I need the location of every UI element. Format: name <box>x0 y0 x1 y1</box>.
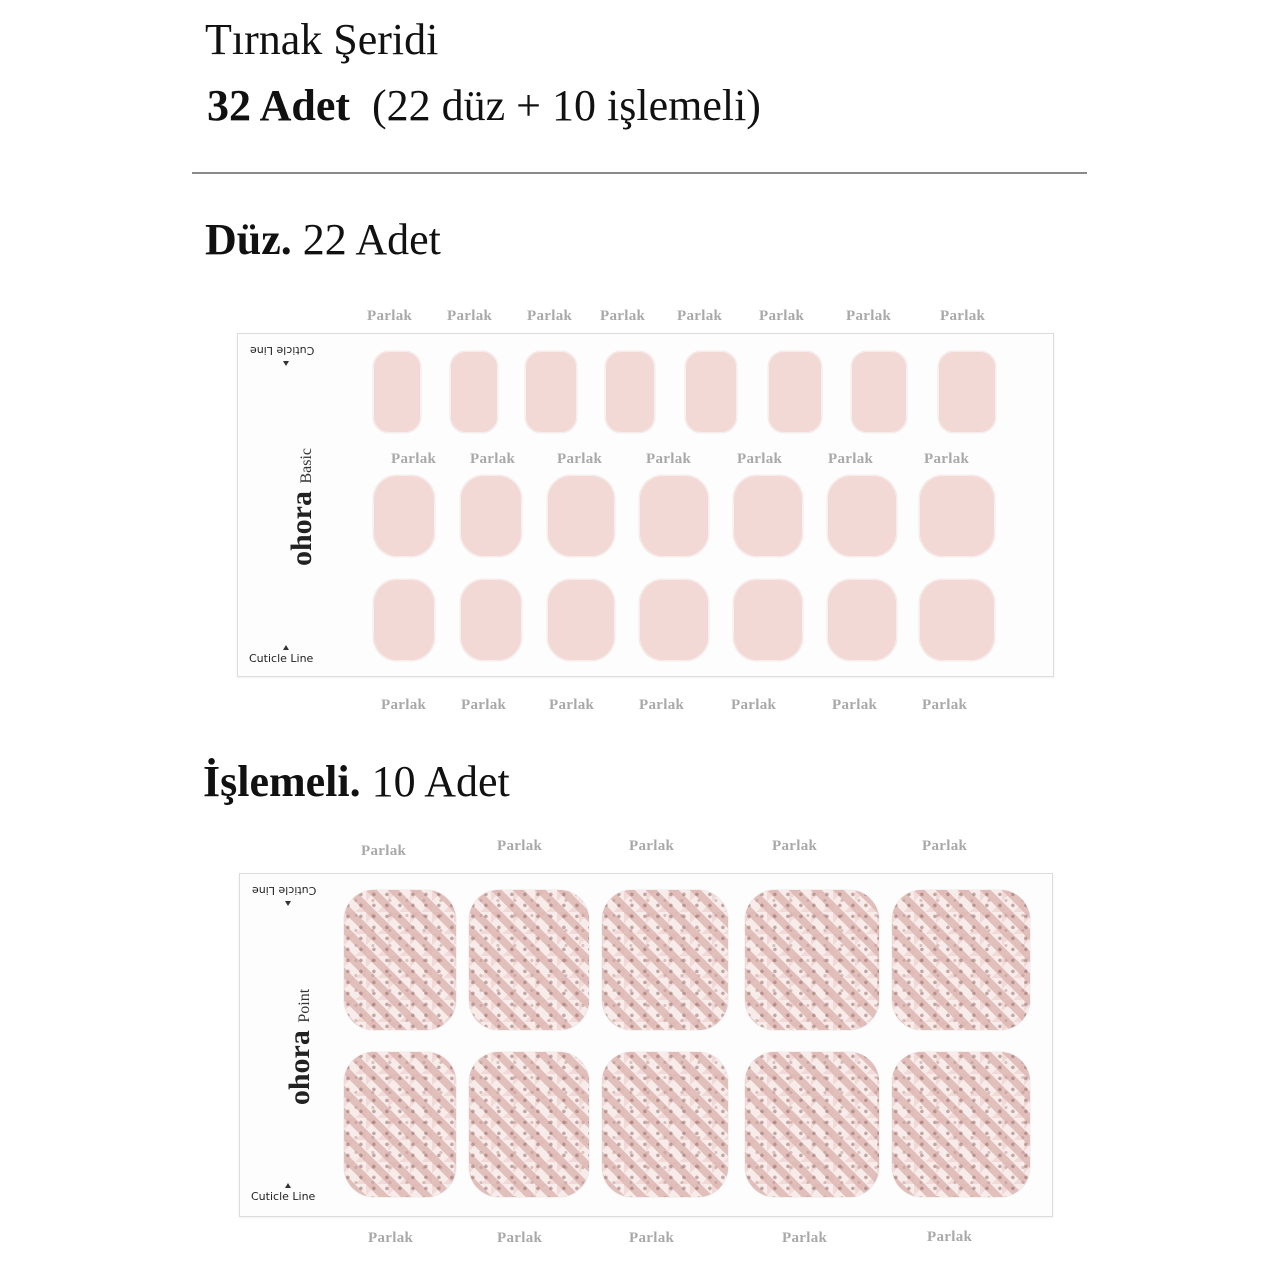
plain-nail <box>547 579 615 661</box>
finish-label: Parlak <box>832 697 878 713</box>
deco-heading-bold: İşlemeli. <box>203 757 361 806</box>
patterned-nail <box>602 1052 728 1197</box>
plain-nail <box>919 579 995 661</box>
plain-nail <box>450 351 498 433</box>
plain-nail <box>827 579 897 661</box>
finish-label: Parlak <box>600 308 646 324</box>
patterned-nail <box>602 890 728 1030</box>
cuticle-marker-bottom <box>283 645 289 650</box>
brand-logo <box>285 448 319 566</box>
plain-nail <box>525 351 577 433</box>
finish-label: Parlak <box>549 697 595 713</box>
finish-label: Parlak <box>639 697 685 713</box>
finish-label: Parlak <box>470 451 516 467</box>
cuticle-line-label-bottom: Cuticle Line <box>249 652 314 665</box>
plain-nail <box>547 475 615 557</box>
plain-nail <box>733 475 803 557</box>
finish-label: Parlak <box>927 1229 973 1245</box>
patterned-nail <box>745 890 879 1030</box>
brand-name: ohora <box>285 483 319 567</box>
plain-nail <box>919 475 995 557</box>
divider <box>192 172 1087 174</box>
total-count-bold: 32 Adet <box>207 81 350 130</box>
patterned-nail <box>344 890 456 1030</box>
plain-nail <box>639 579 709 661</box>
finish-label: Parlak <box>367 308 413 324</box>
brand-logo <box>283 989 317 1105</box>
finish-label: Parlak <box>940 308 986 324</box>
deco-section-heading <box>203 754 510 810</box>
plain-nail <box>373 579 435 661</box>
product-line: Point <box>296 988 314 1023</box>
finish-label: Parlak <box>361 843 407 859</box>
finish-label: Parlak <box>646 451 692 467</box>
finish-label: Parlak <box>924 451 970 467</box>
product-line: Basic <box>298 447 316 484</box>
cuticle-marker-bottom <box>285 1183 291 1188</box>
finish-label: Parlak <box>922 697 968 713</box>
finish-label: Parlak <box>447 308 493 324</box>
finish-label: Parlak <box>772 838 818 854</box>
finish-label: Parlak <box>677 308 723 324</box>
finish-label: Parlak <box>782 1230 828 1246</box>
cuticle-line-label-bottom: Cuticle Line <box>251 1190 316 1203</box>
plain-heading-count: 22 Adet <box>291 215 441 264</box>
plain-nail <box>460 475 522 557</box>
deco-heading-count: 10 Adet <box>360 757 510 806</box>
patterned-nail <box>469 890 589 1030</box>
plain-nail <box>460 579 522 661</box>
finish-label: Parlak <box>381 697 427 713</box>
cuticle-marker-top <box>283 361 289 366</box>
patterned-nail <box>892 890 1030 1030</box>
plain-nail <box>639 475 709 557</box>
total-count <box>207 78 761 134</box>
plain-nail <box>685 351 737 433</box>
plain-section-heading <box>205 212 441 268</box>
plain-nail <box>768 351 822 433</box>
plain-nail <box>827 475 897 557</box>
plain-nail <box>938 351 996 433</box>
finish-label: Parlak <box>737 451 783 467</box>
total-count-detail: (22 düz + 10 işlemeli) <box>350 81 761 130</box>
finish-label: Parlak <box>846 308 892 324</box>
finish-label: Parlak <box>368 1230 414 1246</box>
cuticle-marker-top <box>285 901 291 906</box>
finish-label: Parlak <box>828 451 874 467</box>
finish-label: Parlak <box>629 1230 675 1246</box>
finish-label: Parlak <box>922 838 968 854</box>
finish-label: Parlak <box>557 451 603 467</box>
plain-nail <box>851 351 907 433</box>
plain-heading-bold: Düz. <box>205 215 292 264</box>
patterned-nail <box>745 1052 879 1197</box>
finish-label: Parlak <box>629 838 675 854</box>
plain-nail <box>373 475 435 557</box>
patterned-nail <box>892 1052 1030 1197</box>
deco-nail-sheet <box>239 873 1053 1217</box>
patterned-nail <box>469 1052 589 1197</box>
finish-label: Parlak <box>497 1230 543 1246</box>
plain-nail-sheet <box>237 333 1054 677</box>
plain-nail <box>373 351 421 433</box>
finish-label: Parlak <box>391 451 437 467</box>
finish-label: Parlak <box>731 697 777 713</box>
finish-label: Parlak <box>759 308 805 324</box>
patterned-nail <box>344 1052 456 1197</box>
plain-nail <box>733 579 803 661</box>
brand-name: ohora <box>283 1022 317 1106</box>
finish-label: Parlak <box>461 697 507 713</box>
finish-label: Parlak <box>527 308 573 324</box>
cuticle-line-label-top: Cuticle Line <box>250 344 315 357</box>
page-title: Tırnak Şeridi <box>205 15 439 64</box>
cuticle-line-label-top: Cuticle Line <box>252 884 317 897</box>
finish-label: Parlak <box>497 838 543 854</box>
plain-nail <box>605 351 655 433</box>
